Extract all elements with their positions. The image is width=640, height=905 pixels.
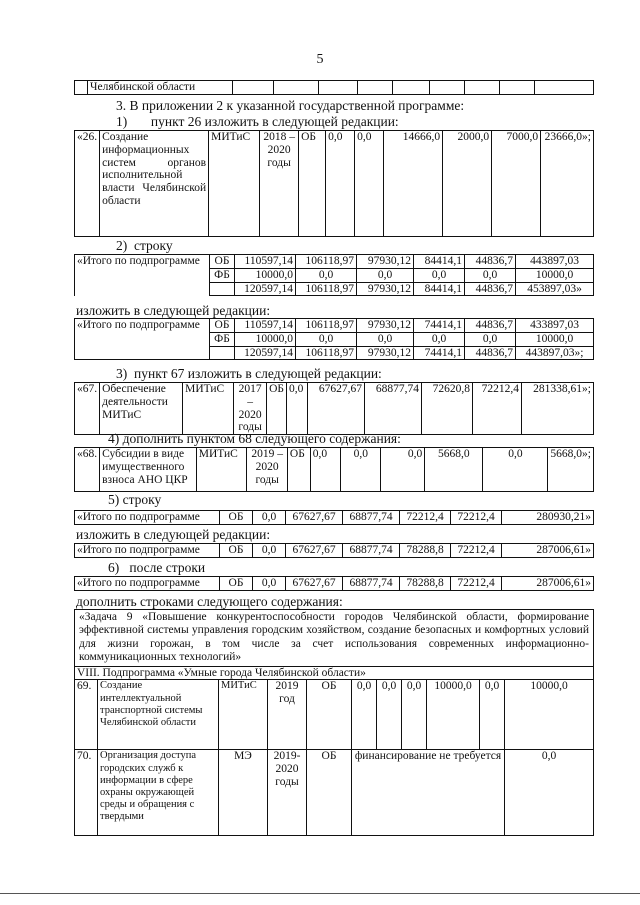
- item-26-total: 23666,0»;: [541, 131, 594, 237]
- top-row-table: [74, 80, 594, 95]
- itogo-sub-after-v5: 72212,4: [451, 577, 502, 591]
- itogo-sub-old-v3: 68877,74: [343, 511, 400, 525]
- itogo-old-v1: 120597,14: [235, 282, 296, 296]
- itogo-sub-after-label: «Итого по подпрограмме: [75, 577, 220, 591]
- item-69-v2: 0,0: [377, 680, 402, 750]
- item-68-no: «68.: [75, 448, 100, 492]
- itogo-old-v4: 84414,1: [414, 255, 465, 269]
- itogo-sub-after-table: [74, 576, 594, 591]
- item-67-v3: 68877,74: [365, 383, 422, 435]
- itogo-old-v4: 0,0: [414, 268, 465, 282]
- item-68-v3: 0,0: [381, 448, 425, 492]
- item-68-v2: 0,0: [341, 448, 381, 492]
- item-69-total: 10000,0: [505, 680, 594, 750]
- itogo-new-v4: 0,0: [414, 332, 465, 346]
- itogo-old-src: ОБ: [210, 255, 235, 269]
- item-26-v5: 7000,0: [492, 131, 541, 237]
- itogo-old-src: ФБ: [210, 268, 235, 282]
- itogo-old-v1: 110597,14: [235, 255, 296, 269]
- item-68-years: 2019 – 2020 годы: [247, 448, 287, 492]
- item-26-v3: 14666,0: [384, 131, 443, 237]
- heading-4: 4) дополнить пунктом 68 следующего содержания:: [108, 431, 401, 446]
- itogo-new-v3: 97930,12: [357, 346, 414, 360]
- item-67-v1: 0,0: [287, 383, 308, 435]
- itogo-sub-new-v3: 68877,74: [343, 544, 400, 558]
- itogo-new-src: ФБ: [210, 332, 235, 346]
- itogo-sub-old-table: [74, 510, 594, 525]
- item-70-note: финансирование не требуется: [352, 750, 505, 836]
- itogo-sub-after-v4: 78288,8: [400, 577, 451, 591]
- itogo-new-v4: 74414,1: [414, 319, 465, 333]
- itogo-new-v5: 44836,7: [465, 346, 516, 360]
- item-26-name: Создание информационных систем органов исполнительной власти Челябинской области: [100, 131, 209, 237]
- item-26-years: 2018 – 2020 годы: [260, 131, 299, 237]
- item-68-v4: 5668,0: [425, 448, 483, 492]
- item-68-name: Субсидии в виде имущественного взноса АНО ЦКР: [100, 448, 197, 492]
- item-68-v5: 0,0: [483, 448, 548, 492]
- page-number: 5: [316, 52, 324, 67]
- itogo-old-v1: 10000,0: [235, 268, 296, 282]
- itogo-sub-new-v5: 72212,4: [451, 544, 502, 558]
- itogo-new-total: 10000,0: [516, 332, 594, 346]
- item-69-src: ОБ: [307, 680, 352, 750]
- itogo-new-total: 443897,03»;: [516, 346, 594, 360]
- item-69-v5: 0,0: [480, 680, 505, 750]
- itogo-new-v5: 0,0: [465, 332, 516, 346]
- itogo-new-v3: 0,0: [357, 332, 414, 346]
- itogo-old-v2: 106118,97: [296, 282, 357, 296]
- itogo-old-v4: 84414,1: [414, 282, 465, 296]
- itogo-new-v1: 120597,14: [235, 346, 296, 360]
- itogo-new-v1: 110597,14: [235, 319, 296, 333]
- itogo-new-v2: 106118,97: [296, 319, 357, 333]
- itogo-old-v3: 97930,12: [357, 282, 414, 296]
- item-69-no: 69.: [75, 680, 98, 750]
- itogo-sub-old-v1: 0,0: [253, 511, 286, 525]
- item-26-v4: 2000,0: [443, 131, 492, 237]
- itogo-new-src: [210, 346, 235, 360]
- item-26-src: ОБ: [299, 131, 326, 237]
- item-26-v2: 0,0: [355, 131, 384, 237]
- heading-3b: 3) пункт 67 изложить в следующей редакции:: [116, 366, 382, 381]
- item-67-v4: 72620,8: [422, 383, 473, 435]
- item-70-org: МЭ: [219, 750, 268, 836]
- subprogram-8-title: VIII. Подпрограмма «Умные города Челябинской области»: [75, 666, 594, 680]
- itogo-sub-new-label: «Итого по подпрограмме: [75, 544, 220, 558]
- item-26-v1: 0,0: [326, 131, 355, 237]
- task-9-text: «Задача 9 «Повышение конкурентоспособности городов Челябинской области, формирование эффективной системы управления городским хозяйством, создание безопасных и комфортных условий для жизни горожан, в том числе за счет использования современных информационно-коммуникационных технологий»: [75, 610, 594, 667]
- item-67-org: МИТиС: [183, 383, 234, 435]
- item-67-src: ОБ: [267, 383, 287, 435]
- itogo-old-total: 453897,03»: [516, 282, 594, 296]
- itogo-sub-after-v1: 0,0: [253, 577, 286, 591]
- item-67-table: [74, 382, 594, 435]
- itogo-old-table: [74, 254, 594, 296]
- itogo-new-src: ОБ: [210, 319, 235, 333]
- item-67-v5: 72212,4: [473, 383, 522, 435]
- itogo-sub-after-v3: 68877,74: [343, 577, 400, 591]
- heading-edit-1: изложить в следующей редакции:: [76, 303, 271, 318]
- item-68-v1: 0,0: [310, 448, 341, 492]
- itogo-sub-new-table: [74, 543, 594, 558]
- itogo-sub-old-v2: 67627,67: [286, 511, 343, 525]
- item-68-src: ОБ: [287, 448, 310, 492]
- new-items-table: [74, 609, 594, 836]
- itogo-old-v2: 0,0: [296, 268, 357, 282]
- itogo-old-v5: 44836,7: [465, 282, 516, 296]
- itogo-sub-after-v2: 67627,67: [286, 577, 343, 591]
- top-row-cell: Челябинской области: [88, 81, 233, 95]
- item-67-total: 281338,61»;: [522, 383, 594, 435]
- item-67-name: Обеспечение деятельности МИТиС: [100, 383, 183, 435]
- itogo-old-v5: 44836,7: [465, 255, 516, 269]
- item-69-v1: 0,0: [352, 680, 377, 750]
- itogo-old-total: 10000,0: [516, 268, 594, 282]
- page-footer-rule: [0, 893, 640, 894]
- heading-2: 2) строку: [116, 238, 173, 253]
- itogo-sub-old-v5: 72212,4: [451, 511, 502, 525]
- itogo-old-v5: 0,0: [465, 268, 516, 282]
- itogo-new-total: 433897,03: [516, 319, 594, 333]
- itogo-sub-new-v4: 78288,8: [400, 544, 451, 558]
- itogo-new-label: «Итого по подпрограмме: [75, 319, 210, 360]
- itogo-old-v3: 97930,12: [357, 255, 414, 269]
- heading-1: 1) пункт 26 изложить в следующей редакции:: [116, 114, 399, 129]
- item-26-table: [74, 130, 594, 237]
- item-70-name: Организация доступа городских служб к информации в сфере охраны окружающей среды и обращения с твердыми: [98, 750, 219, 836]
- item-69-name: Создание интеллектуальной транспортной системы Челябинской области: [98, 680, 219, 750]
- item-70-no: 70.: [75, 750, 98, 836]
- item-67-years: 2017 – 2020 годы: [234, 383, 267, 435]
- item-26-org: МИТиС: [209, 131, 260, 237]
- itogo-sub-after-total: 287006,61»: [502, 577, 594, 591]
- itogo-old-src: [210, 282, 235, 296]
- item-70-src: ОБ: [307, 750, 352, 836]
- heading-6: 6) после строки: [108, 560, 206, 575]
- itogo-new-v3: 97930,12: [357, 319, 414, 333]
- item-69-org: МИТиС: [219, 680, 268, 750]
- item-68-org: МИТиС: [196, 448, 247, 492]
- itogo-sub-after-src: ОБ: [220, 577, 253, 591]
- itogo-new-v2: 0,0: [296, 332, 357, 346]
- heading-add: дополнить строками следующего содержания:: [76, 594, 343, 609]
- item-69-v4: 10000,0: [427, 680, 480, 750]
- itogo-sub-old-src: ОБ: [220, 511, 253, 525]
- itogo-new-table: [74, 318, 594, 360]
- item-68-total: 5668,0»;: [548, 448, 594, 492]
- itogo-sub-old-label: «Итого по подпрограмме: [75, 511, 220, 525]
- heading-3: 3. В приложении 2 к указанной государственной программе:: [116, 98, 465, 113]
- heading-5: 5) строку: [108, 492, 162, 507]
- itogo-new-v5: 44836,7: [465, 319, 516, 333]
- itogo-old-label: «Итого по подпрограмме: [75, 255, 210, 296]
- heading-edit-2: изложить в следующей редакции:: [76, 527, 271, 542]
- item-26-no: «26.: [75, 131, 100, 237]
- itogo-sub-old-v4: 72212,4: [400, 511, 451, 525]
- itogo-sub-new-src: ОБ: [220, 544, 253, 558]
- item-69-years: 2019 год: [268, 680, 307, 750]
- item-68-table: [74, 447, 594, 492]
- item-67-v2: 67627,67: [308, 383, 365, 435]
- item-70-years: 2019-2020 годы: [268, 750, 307, 836]
- item-69-v3: 0,0: [402, 680, 427, 750]
- itogo-new-v4: 74414,1: [414, 346, 465, 360]
- itogo-sub-old-total: 280930,21»: [502, 511, 594, 525]
- itogo-old-v3: 0,0: [357, 268, 414, 282]
- item-67-no: «67.: [75, 383, 100, 435]
- itogo-sub-new-v2: 67627,67: [286, 544, 343, 558]
- itogo-new-v2: 106118,97: [296, 346, 357, 360]
- itogo-old-total: 443897,03: [516, 255, 594, 269]
- itogo-new-v1: 10000,0: [235, 332, 296, 346]
- itogo-sub-new-v1: 0,0: [253, 544, 286, 558]
- itogo-old-v2: 106118,97: [296, 255, 357, 269]
- itogo-sub-new-total: 287006,61»: [502, 544, 594, 558]
- item-70-total: 0,0: [505, 750, 594, 836]
